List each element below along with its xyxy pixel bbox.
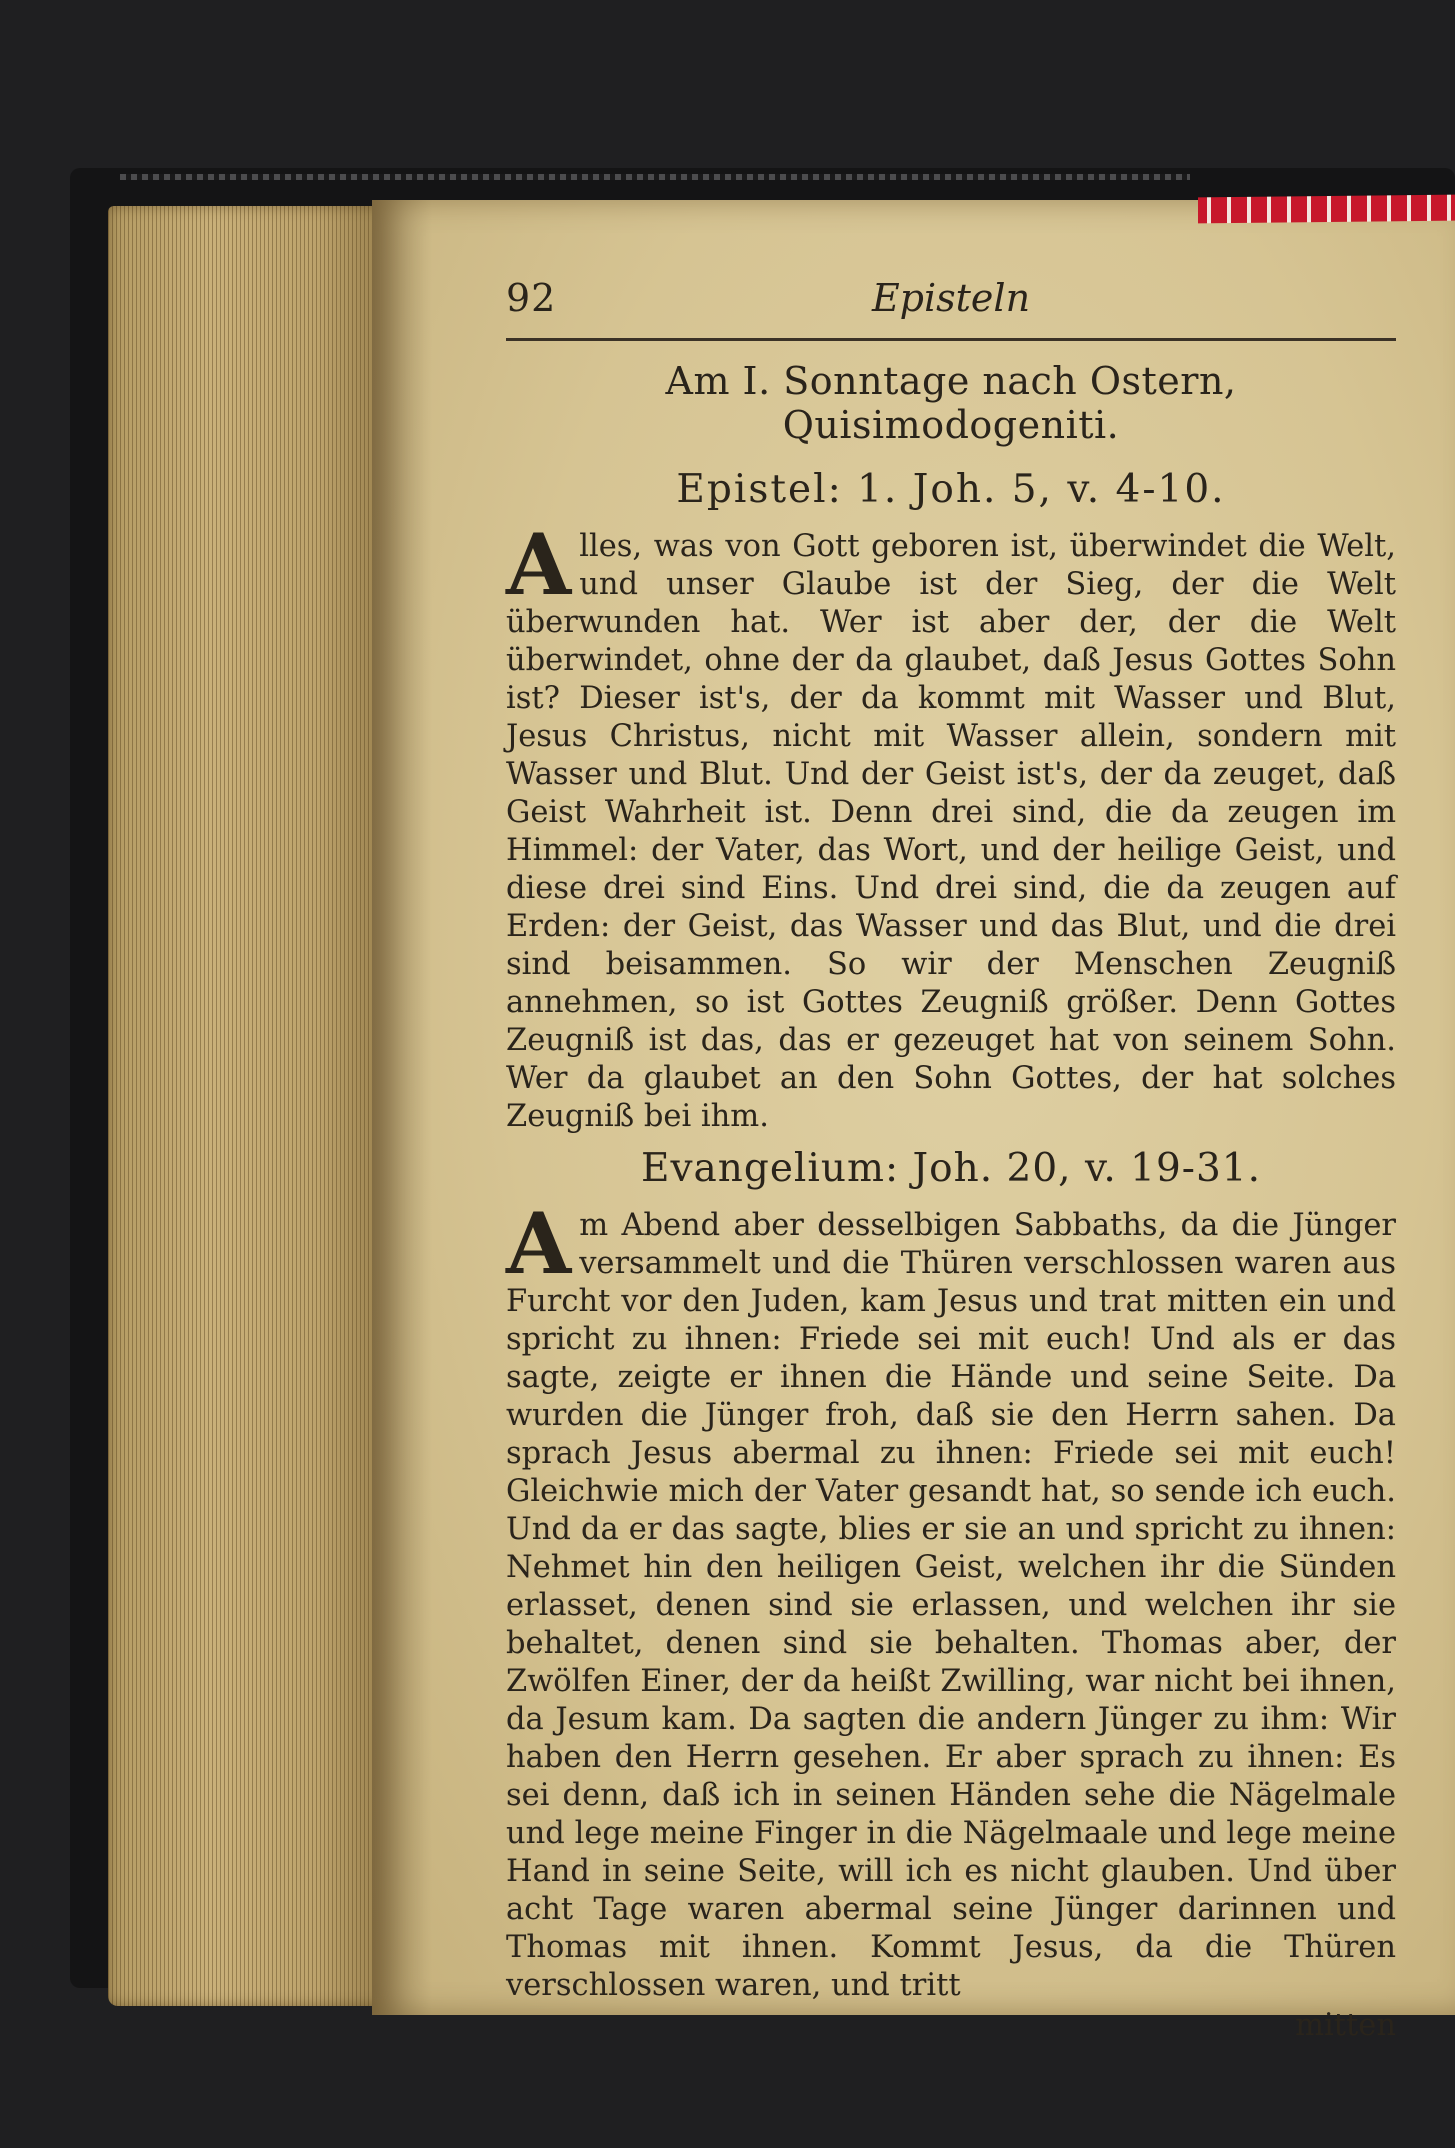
gospel-body: m Abend aber desselbigen Sabbaths, da die Jünger versammelt und die Thüren verschlossen waren aus Furcht vor den Juden, kam Jesus und trat mitten ein und spricht zu ihnen: Friede sei mit euch! Und als er das sagte, zeigte er ihnen die Hände und seine Seite. Da wurden die Jünger froh, daß sie den Herrn sahen. Da sprach Jesus abermal zu ihnen: Friede sei mit euch! Gleichwie mich der Vater gesandt hat, so sende ich euch. Und da er das sagte, blies er sie an und spricht zu ihnen: Nehmet hin den heiligen Geist, welchen ihr die Sünden erlasset, denen sind sie erlassen, und welchen ihr sie behaltet, denen sind sie behalten. Thomas aber, der Zwölfen Einer, der da heißt Zwilling, war nicht bei ihnen, da Jesum kam. Da sagten die andern Jünger zu ihm: Wir haben den Herrn gesehen. Er aber sprach zu ihnen: Es sei denn, daß ich in seinen Händen sehe die Nägelmale und lege meine Finger in die Nägelmaale und lege meine Hand in seine Seite, will ich es nicht glauben. Und über acht Tage waren abermal seine Jünger darinnen und Thomas mit ihnen. Kommt Jesus, da die Thüren verschlossen waren, und tritt [506, 1208, 1396, 2003]
page-content [506, 268, 1396, 2045]
page-edges [108, 206, 408, 2006]
bookmark-ribbon [1198, 195, 1455, 224]
page-number: 92 [506, 276, 557, 320]
epistle-initial: A [506, 515, 572, 614]
running-head [506, 268, 1396, 328]
epistle-body: lles, was von Gott geboren ist, überwindet die Welt, und unser Glaube ist der Sieg, der die Welt überwunden hat. Wer ist aber der, der die Welt überwindet, ohne der da glaubet, daß Jesus Gottes Sohn ist? Dieser ist's, der da kommt mit Wasser und Blut, Jesus Christus, nicht mit Wasser allein, sondern mit Wasser und Blut. Und der Geist ist's, der da zeuget, daß Geist Wahrheit ist. Denn drei sind, die da zeugen im Himmel: der Vater, das Wort, und der heilige Geist, und diese drei sind Eins. Und drei sind, die da zeugen auf Erden: der Geist, das Wasser und das Blut, und die drei sind beisammen. So wir der Menschen Zeugniß annehmen, so ist Gottes Zeugniß größer. Denn Gottes Zeugniß ist das, das er gezeuget hat von seinem Sohn. Wer da glaubet an den Sohn Gottes, der hat solches Zeugniß bei ihm. [506, 529, 1396, 1134]
header-rule [506, 338, 1396, 341]
gospel-initial: A [506, 1194, 572, 1293]
sunday-heading: Am I. Sonntage nach Ostern, Quisimodogeniti. [665, 359, 1237, 447]
running-title: Episteln [871, 276, 1031, 320]
cover-stitching [120, 174, 1190, 180]
epistle-text [506, 515, 1396, 1136]
gutter-shadow [372, 200, 432, 2015]
epistle-heading: Epistel: 1. Joh. 5, v. 4-10. [676, 467, 1226, 512]
gospel-text [506, 1194, 1396, 2005]
gospel-heading: Evangelium: Joh. 20, v. 19-31. [641, 1146, 1261, 1191]
catchword: mitten [1295, 2008, 1396, 2043]
